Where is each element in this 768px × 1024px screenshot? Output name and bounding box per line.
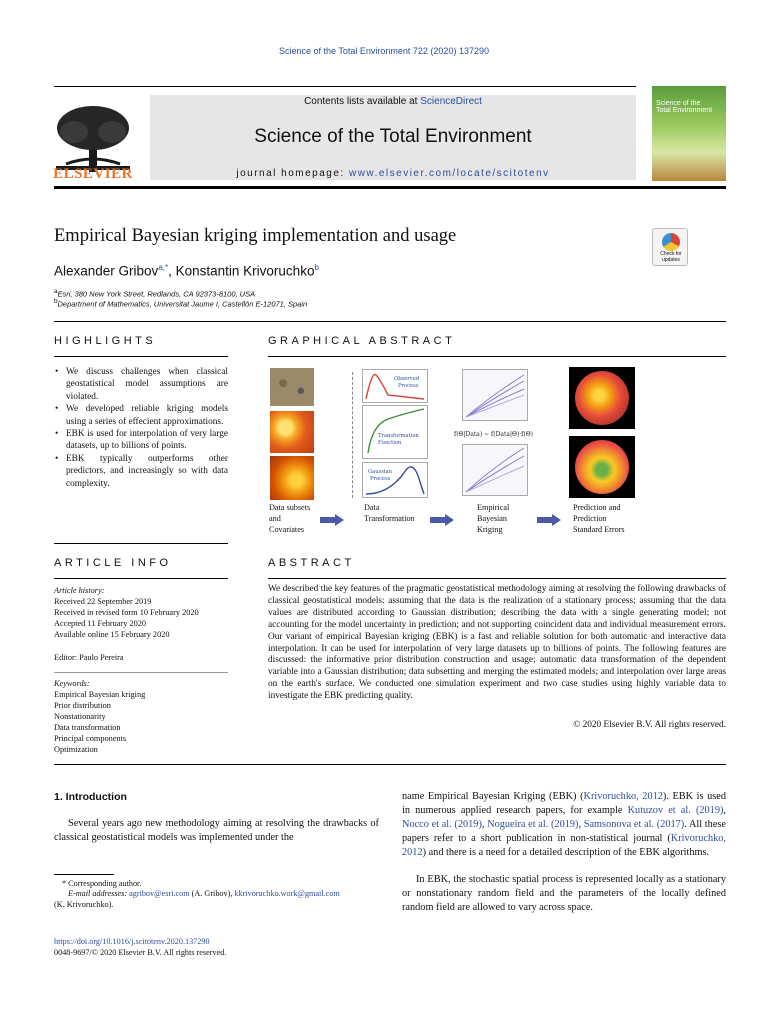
journal-citation[interactable]: Science of the Total Environment 722 (2020) 137290 xyxy=(279,46,489,56)
keywords-label: Keywords: xyxy=(54,679,90,688)
data-subset-image xyxy=(270,411,314,453)
prediction-globe-icon xyxy=(575,371,629,425)
publisher-name[interactable]: ELSEVIER xyxy=(53,166,133,182)
standard-error-globe-icon xyxy=(575,440,629,494)
history-date: Accepted 11 February 2020 xyxy=(54,619,147,628)
stage-label-line: Data subsets xyxy=(269,503,311,512)
editor-line: Editor: Paulo Pereira xyxy=(54,653,124,662)
affiliation-mark: b xyxy=(54,298,58,305)
history-date: Received in revised form 10 February 2020 xyxy=(54,608,199,617)
keyword: Nonstationarity xyxy=(54,712,106,721)
footnote-rule xyxy=(54,874,114,875)
highlight-item: • We discuss challenges when classical geostatistical model assumptions are violated. xyxy=(54,366,228,403)
author-name: Konstantin Krivoruchko xyxy=(175,263,315,279)
stage-label-line: Covariates xyxy=(269,524,305,534)
body-separator-rule xyxy=(54,764,726,765)
intro-text: ) and there is a need for a detailed description of the EBK algorithms. xyxy=(422,846,710,858)
keywords-rule xyxy=(54,672,228,673)
graphical-abstract-heading: GRAPHICAL ABSTRACT xyxy=(268,335,456,347)
stage-label-line: Transformation xyxy=(364,513,415,523)
sciencedirect-link[interactable]: ScienceDirect xyxy=(420,96,482,107)
highlight-item: • EBK is used for interpolation of very large datasets, up to billions of points. xyxy=(54,428,228,453)
email-label: E-mail addresses: xyxy=(68,889,130,898)
citation-link[interactable]: Samsonova et al. (2017) xyxy=(583,818,685,830)
corresponding-author-label: Corresponding author. xyxy=(68,879,142,888)
cover-title-line-2: Total Environment xyxy=(656,107,713,115)
issn-line: 0048-9697/© 2020 Elsevier B.V. All rights reserved. xyxy=(54,948,227,957)
stage-label-line: and xyxy=(269,513,281,523)
cover-title-line-1: Science of the xyxy=(656,100,701,107)
intro-text: ). EBK is used in numerous applied research papers, for example xyxy=(402,791,726,816)
data-subset-image xyxy=(270,456,314,500)
intro-text: , xyxy=(481,818,488,830)
stage-label-prediction xyxy=(573,503,625,535)
homepage-prefix: journal homepage: xyxy=(236,168,349,179)
citation-link[interactable]: Krivoruchko, 2012 xyxy=(402,832,726,858)
flow-arrow-icon xyxy=(537,514,561,526)
author-name: Alexander Gribov xyxy=(54,263,159,279)
transformation-function-plot xyxy=(362,405,428,459)
svg-text:Process: Process xyxy=(398,383,419,389)
svg-text:Gaussian: Gaussian xyxy=(368,469,392,475)
article-info-heading: ARTICLE INFO xyxy=(54,557,172,569)
email-link[interactable]: kkrivoruchko.work@gmail.com xyxy=(234,889,340,898)
svg-text:Observed: Observed xyxy=(394,376,420,382)
svg-text:Process: Process xyxy=(370,476,391,482)
graphical-abstract-rule xyxy=(268,356,726,357)
keyword: Optimization xyxy=(54,745,98,754)
stage-label-line: Data xyxy=(364,503,380,512)
affiliation-text: Esri, 380 New York Street, Redlands, CA 92373-8100, USA xyxy=(57,289,256,299)
author-separator: , xyxy=(168,263,176,279)
highlight-item: • EBK typically outperforms other predictors, and increasingly so with data complexity. xyxy=(54,453,228,490)
section-rule xyxy=(54,321,726,322)
email-link[interactable]: agribov@esri.com xyxy=(129,889,190,898)
contents-prefix: Contents lists available at xyxy=(304,96,421,107)
intro-text: . All these papers refer to a short publication in non-statistical journal ( xyxy=(402,818,726,844)
author-affiliation-mark[interactable]: b xyxy=(314,263,319,272)
citation-link[interactable]: Kutuzov et al. (2019) xyxy=(627,804,724,816)
check-for-updates-label: Check for updates xyxy=(660,251,682,263)
affiliation-text: Department of Mathematics, Universitat Jaume I, Castellón E-12071, Spain xyxy=(57,299,308,309)
affiliation-a xyxy=(54,288,255,299)
citation-link[interactable]: Nogueira et al. (2019) xyxy=(487,818,579,830)
keyword: Principal components xyxy=(54,734,127,743)
header-top-rule xyxy=(54,86,636,87)
ebk-semivariogram-plot xyxy=(462,369,528,421)
citation-link[interactable]: Nocco et al. (2019) xyxy=(402,818,482,830)
intro-right-paragraph-1 xyxy=(402,790,726,860)
bayes-formula-text: f(Θ|Data) ~ f(Data|Θ)·f(Θ) xyxy=(454,431,534,438)
ebk-semivariogram-plot xyxy=(462,444,528,496)
article-title: Empirical Bayesian kriging implementation and usage xyxy=(54,226,457,246)
history-date: Received 22 September 2019 xyxy=(54,597,152,606)
stage-label-line: Prediction and xyxy=(573,503,621,512)
crossmark-icon xyxy=(662,233,680,251)
stage-label-data-subsets xyxy=(269,503,310,535)
journal-title: Science of the Total Environment xyxy=(254,126,532,147)
abstract-heading: ABSTRACT xyxy=(268,557,355,569)
email-owner: (A. Gribov), xyxy=(189,889,235,898)
stage-label-line: Empirical xyxy=(477,503,510,512)
keyword: Prior distribution xyxy=(54,701,111,710)
stage-label-ebk xyxy=(477,503,509,535)
affiliation-b xyxy=(54,298,307,309)
flow-arrow-icon xyxy=(320,514,344,526)
intro-left-paragraph: Several years ago new methodology aiming at resolving the drawbacks of classical geostatistical models was implemented under the xyxy=(54,818,379,843)
stage-label-line: Kriging xyxy=(477,524,503,534)
contents-line xyxy=(150,96,636,107)
homepage-link[interactable]: www.elsevier.com/locate/scitotenv xyxy=(348,168,550,179)
highlights-bottom-rule xyxy=(54,543,228,544)
journal-cover[interactable] xyxy=(652,86,726,181)
footnote-marker: * xyxy=(62,879,67,888)
highlight-item: • We developed reliable kriging models using a series of effecient approximations. xyxy=(54,403,228,428)
footnote-corresponding xyxy=(54,879,141,890)
keyword: Empirical Bayesian kriging xyxy=(54,690,146,699)
svg-text:Function: Function xyxy=(378,440,402,446)
citation-link[interactable]: Krivoruchko, 2012 xyxy=(583,791,663,802)
header-bottom-rule xyxy=(54,186,726,189)
highlights-list xyxy=(54,366,228,490)
observed-process-plot xyxy=(362,369,428,403)
highlights-rule xyxy=(54,356,228,357)
affiliation-mark: a xyxy=(54,288,58,295)
abstract-copyright: © 2020 Elsevier B.V. All rights reserved. xyxy=(573,720,726,730)
highlights-heading: HIGHLIGHTS xyxy=(54,335,157,347)
standard-error-map-frame xyxy=(569,436,635,498)
prediction-map-frame xyxy=(569,367,635,429)
abstract-text: We described the key features of the pragmatic geostatistical methodology aiming at resolving the following drawbacks of classical geostatistical models: assuming that the data is the realization of a stationary process; assuming that the data values are distributed according to Gaussian distribution; describing the data with a single generating model; not accounting for the model uncertainty in prediction; and not supporting coincident data and individual measurement errors. Our variant of empirical Bayesian kriging (EBK) is a fast and reliable solution for both automatic and interactive data interpolation. It can be used for interpolation of very large datasets up to billions of points. The following features are discussed: the informative prior distribution construction and usage; automatic data transformation of the dependent variable into a Gaussian distribution; data subsetting and merging the estimated models; and interpolation over large areas on the earth's surface. We conducted one simulation experiment and two case studies using highly variable data to investigate the EBK predicting quality. xyxy=(268,584,726,702)
abstract-rule xyxy=(268,578,726,579)
footnote-emails xyxy=(54,889,340,900)
cover-title xyxy=(656,100,722,115)
article-info-rule xyxy=(54,578,228,579)
intro-text: , xyxy=(723,804,726,816)
check-for-updates-badge[interactable] xyxy=(652,228,688,266)
intro-text: , xyxy=(578,818,584,830)
article-history-label: Article history: xyxy=(54,586,105,595)
author-list xyxy=(54,263,319,279)
intro-text: name Empirical Bayesian Kriging (EBK) ( xyxy=(402,791,584,802)
intro-right-paragraph-2: In EBK, the stochastic spatial process is represented locally as a stationary or nonstationary random field and the parameters of the locally defined random field are allowed to vary across space. xyxy=(402,874,726,913)
flow-arrow-icon xyxy=(430,514,454,526)
data-subset-image xyxy=(270,368,314,406)
keyword: Data transformation xyxy=(54,723,121,732)
stage-label-line: Prediction xyxy=(573,513,607,523)
bayes-formula xyxy=(452,426,542,440)
dashed-connector xyxy=(352,372,353,498)
history-date: Available online 15 February 2020 xyxy=(54,630,170,639)
introduction-heading: 1. Introduction xyxy=(54,791,127,803)
stage-label-line: Bayesian xyxy=(477,513,508,523)
stage-label-transformation xyxy=(364,503,415,525)
author-affiliation-mark[interactable]: a,* xyxy=(158,263,169,272)
stage-label-line: Standard Errors xyxy=(573,524,625,534)
journal-homepage xyxy=(150,168,636,179)
gaussian-process-plot xyxy=(362,462,428,498)
footnote-owner: (K. Krivoruchko). xyxy=(54,900,114,909)
doi-link[interactable]: https://doi.org/10.1016/j.scitotenv.2020.137290 xyxy=(54,937,210,946)
svg-text:Transformation: Transformation xyxy=(378,433,419,439)
